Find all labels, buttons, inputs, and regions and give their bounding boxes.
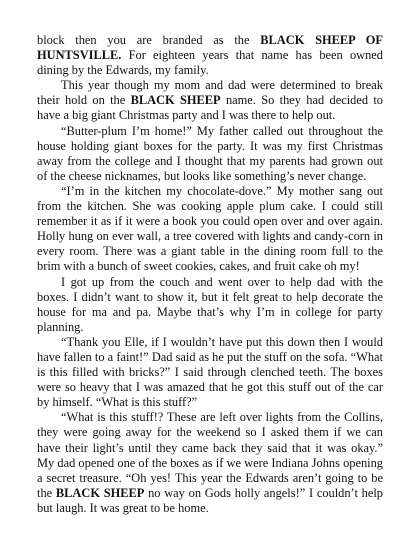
paragraph-2-text-end: name. So they had decided to have a big giant Christmas party and I was there to help out. <box>37 93 384 123</box>
paragraph-1-text-end: For eighteen years that name has been owned dining by the Edwards, my family. <box>37 48 383 78</box>
paragraph-7-bold-text: BLACK SHEEP <box>55 485 145 500</box>
paragraph-2-bold-text: BLACK SHEEP <box>130 93 221 108</box>
paragraph-3 <box>37 124 383 184</box>
paragraph-3-text: “Butter-plum I’m home!” My father called out throughout the house holding giant boxes for the party. It was my first Christmas away from the college and I thought that my parents had grown out of the cheese nicknames, but looks like something’s never change. <box>37 123 383 183</box>
paragraph-6 <box>37 335 383 410</box>
paragraph-7-text-end: no way on Gods holly angels!” I couldn’t help but laugh. It was great to be home. <box>37 485 383 515</box>
document-page <box>37 33 383 516</box>
paragraph-7-text: “What is this stuff!? These are left over lights from the Collins, they were going away for the weekend so I asked them if we can have their light’s until they came back they said that it was okay.” My dad opened one of the boxes as if we were Indiana Johns opening a secret treasure. “Oh yes! This year the Edwards aren’t going to be the <box>37 410 383 500</box>
paragraph-4-text: “I’m in the kitchen my chocolate-dove.” My mother sang out from the kitchen. She was cooking apple plum cake. I could still remember it as if it were a book you could open over and over again. Holly hung on ever wall, a tree covered with lights and candy-corn in every room. There was a giant table in the dining room full to the brim with a bunch of sweet cookies, cakes, and fruit cake oh my! <box>37 183 383 274</box>
paragraph-5 <box>37 275 383 335</box>
paragraph-7 <box>37 410 383 516</box>
paragraph-1-bold-text: BLACK SHEEP OF HUNTSVILLE. <box>37 33 383 63</box>
paragraph-2 <box>37 78 383 123</box>
paragraph-1 <box>37 33 383 78</box>
paragraph-5-text: I got up from the couch and went over to help dad with the boxes. I didn’t want to show it, but it felt great to help decorate the house for ma and pa. Maybe that’s why I’m in college for party planning. <box>37 274 383 334</box>
paragraph-1-text: block then you are branded as the <box>37 33 261 47</box>
paragraph-6-text: “Thank you Elle, if I wouldn’t have put this down then I would have fallen to a faint!” Dad said as he put the stuff on the sofa. “What is this filled with bricks?” I said through clenched teeth. The boxes were so heavy that I was amazed that he got this stuff out of the car by himself. “What is this stuff?” <box>37 334 383 410</box>
paragraph-4 <box>37 184 383 275</box>
paragraph-2-text: This year though my mom and dad were determined to break their hold on the <box>37 78 383 108</box>
